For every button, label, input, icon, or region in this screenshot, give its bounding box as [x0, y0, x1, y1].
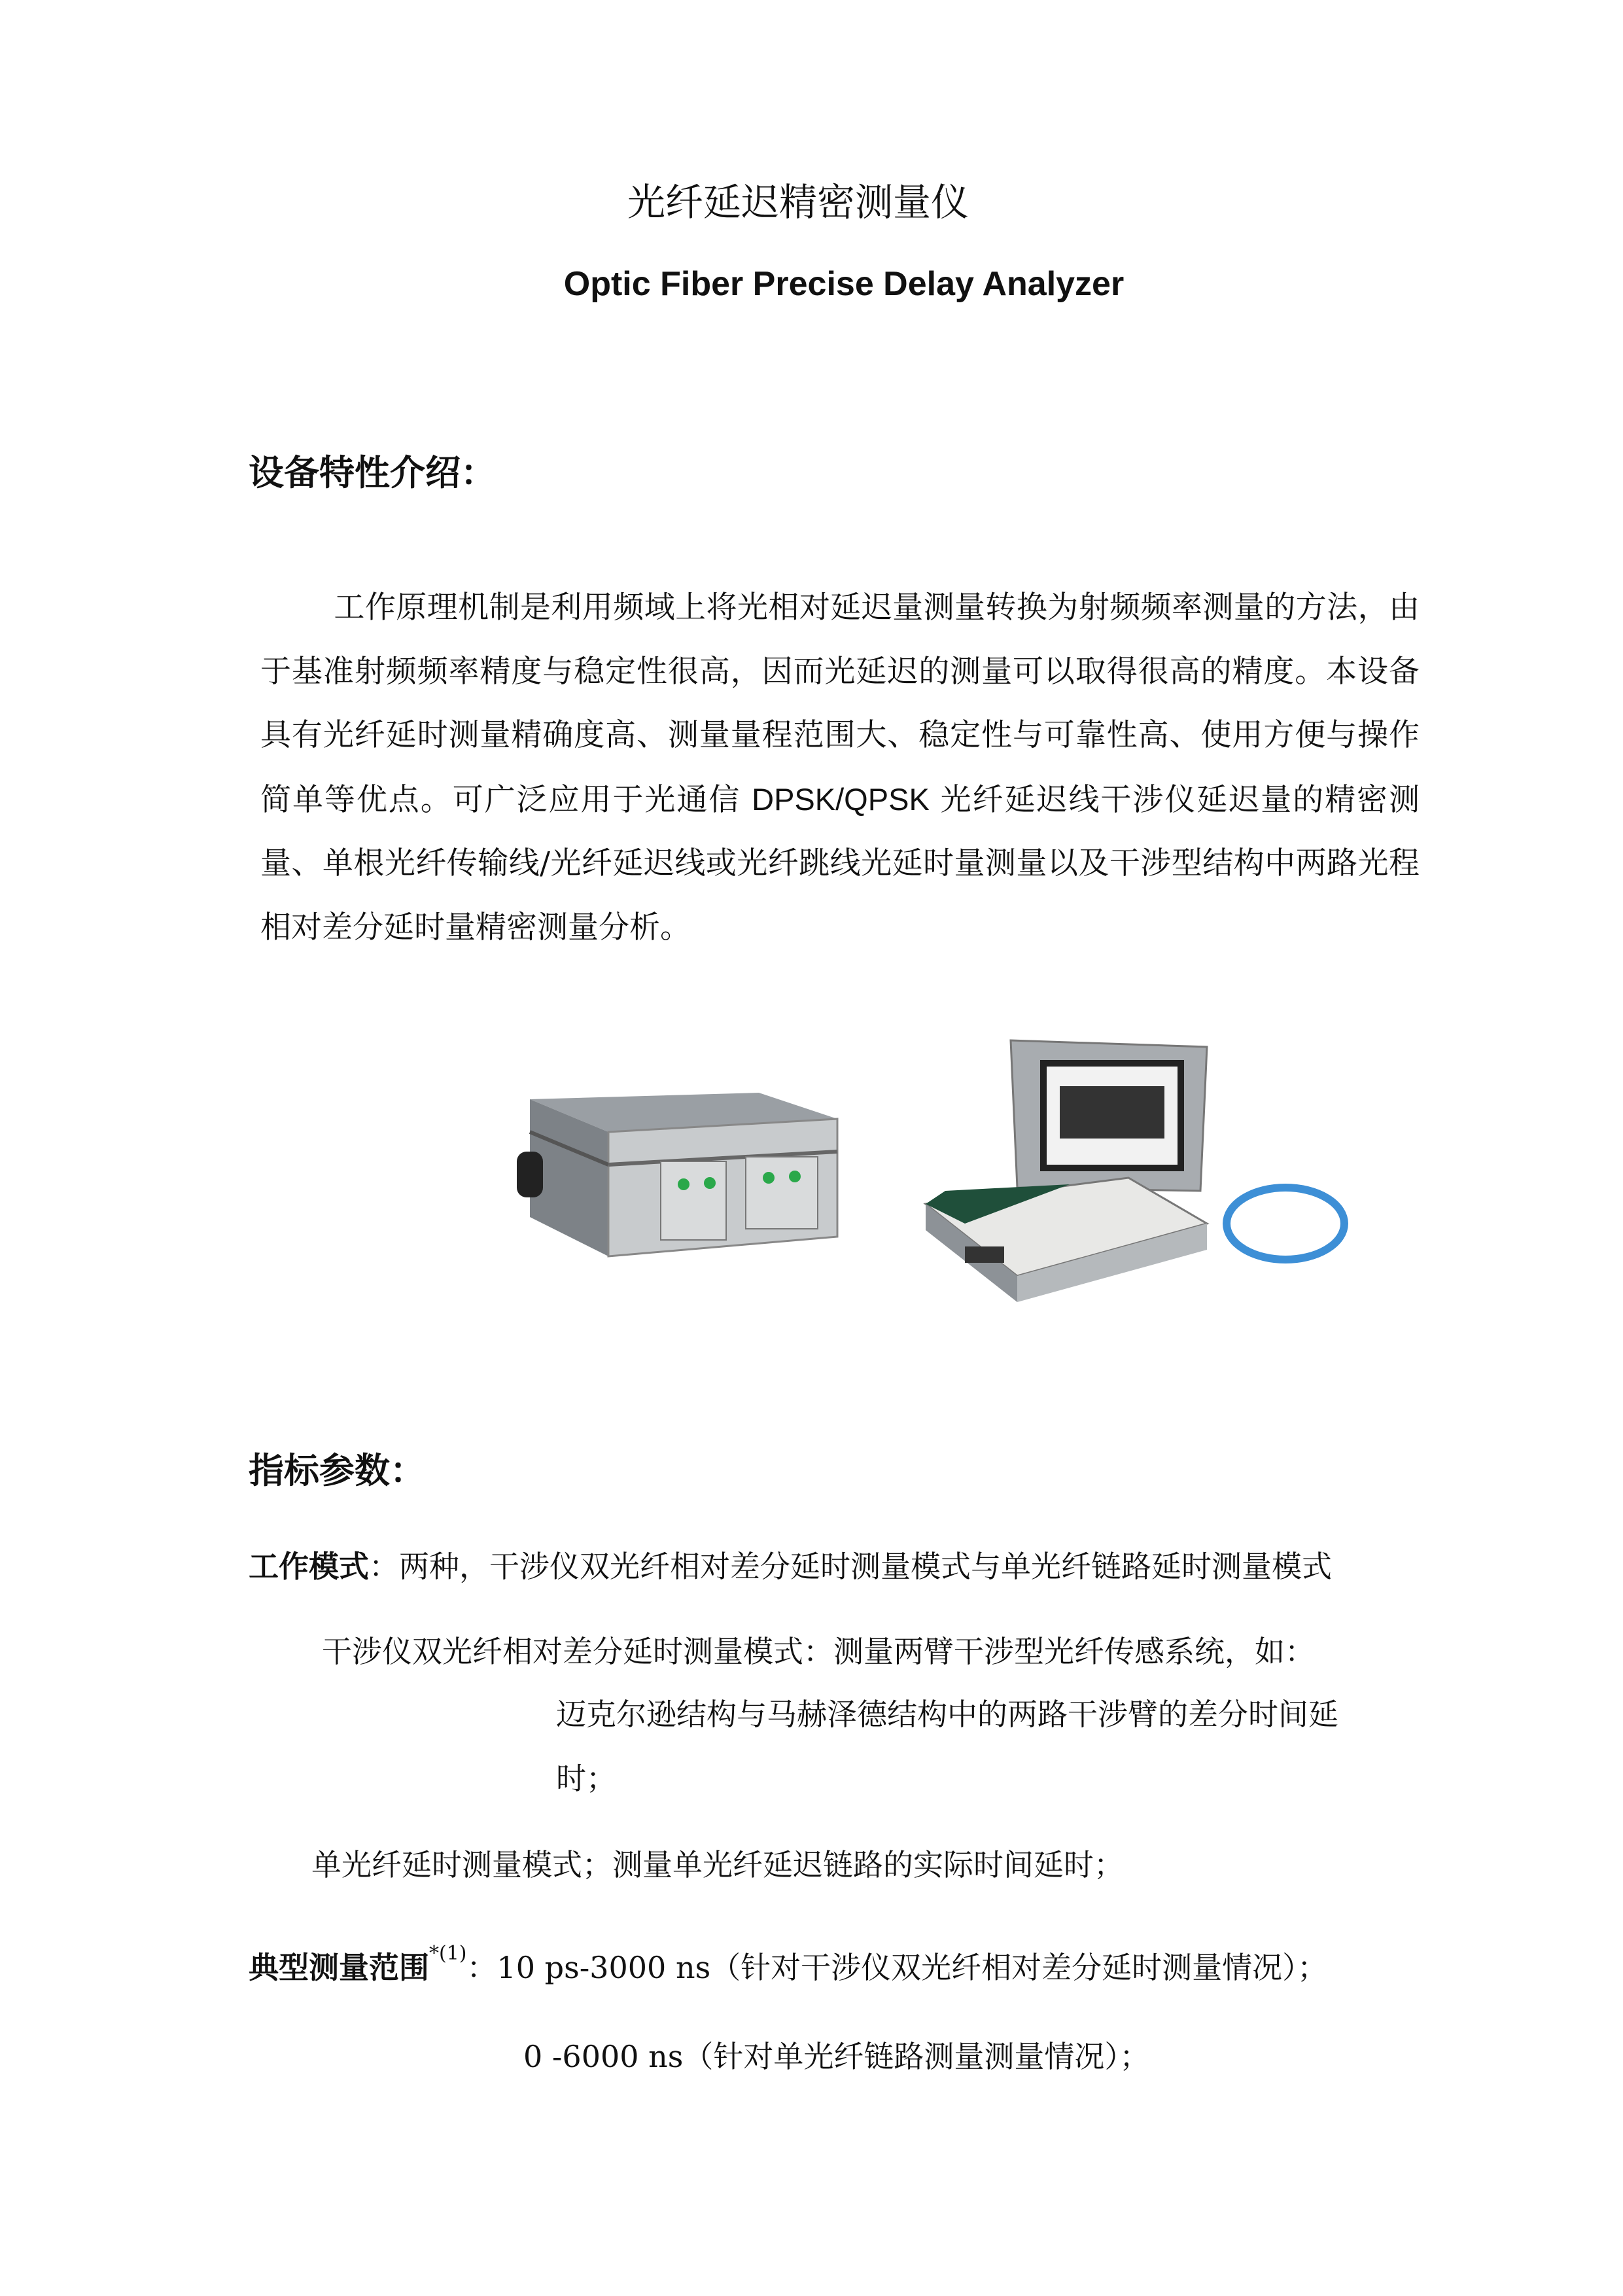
range-line1 — [249, 1942, 1327, 1987]
mode1-line1: 干涉仪双光纤相对差分延时测量模式：测量两臂干涉型光纤传感系统，如： — [322, 1634, 1315, 1669]
mode2-line: 单光纤延时测量模式；测量单光纤延迟链路的实际时间延时； — [311, 1847, 1124, 1882]
page-title: 光纤延迟精密测量仪 — [627, 180, 969, 224]
range-line2: 0 -6000 ns（针对单光纤链路测量测量情况）； — [523, 2039, 1150, 2074]
mode1-line2: 迈克尔逊结构与马赫泽德结构中的两路干涉臂的差分时间延 — [556, 1697, 1338, 1732]
range-footnote-mark: *(1) — [429, 1942, 467, 1965]
features-paragraph — [260, 576, 1420, 959]
section-heading-features: 设备特性介绍： — [249, 452, 496, 493]
range-label: 典型测量范围 — [249, 1950, 429, 1985]
paragraph-latin: DPSK/QPSK — [752, 781, 930, 817]
device-photo-open-case — [906, 1027, 1351, 1309]
device-photo-closed-case — [517, 1080, 844, 1276]
work-mode-label: 工作模式 — [249, 1549, 369, 1584]
section-heading-specs: 指标参数： — [249, 1450, 425, 1491]
page-subtitle: Optic Fiber Precise Delay Analyzer — [563, 265, 1125, 303]
paragraph-text-2: 光纤延迟线干涉仪延迟量的精密测量、单根光纤传输线/光纤延迟线或光纤跳线光延时量测量以及干涉型结构中两路光程相对差分延时量精密测量分析。 — [260, 781, 1420, 945]
work-mode-text: ：两种，干涉仪双光纤相对差分延时测量模式与单光纤链路延时测量模式 — [369, 1549, 1332, 1584]
mode1-line3: 时； — [556, 1761, 616, 1796]
range-value-1: ：10 ps-3000 ns（针对干涉仪双光纤相对差分延时测量情况）； — [466, 1950, 1328, 1985]
work-mode-line — [249, 1543, 1332, 1586]
paragraph-text: 工作原理机制是利用频域上将光相对延迟量测量转换为射频频率测量的方法，由于基准射频频率精度与稳定性很高，因而光延迟的测量可以取得很高的精度。本设备具有光纤延时测量精确度高、测量量程范围大、稳定性与可靠性高、使用方便与操作简单等优点。可广泛应用于光通信 — [260, 590, 1420, 818]
